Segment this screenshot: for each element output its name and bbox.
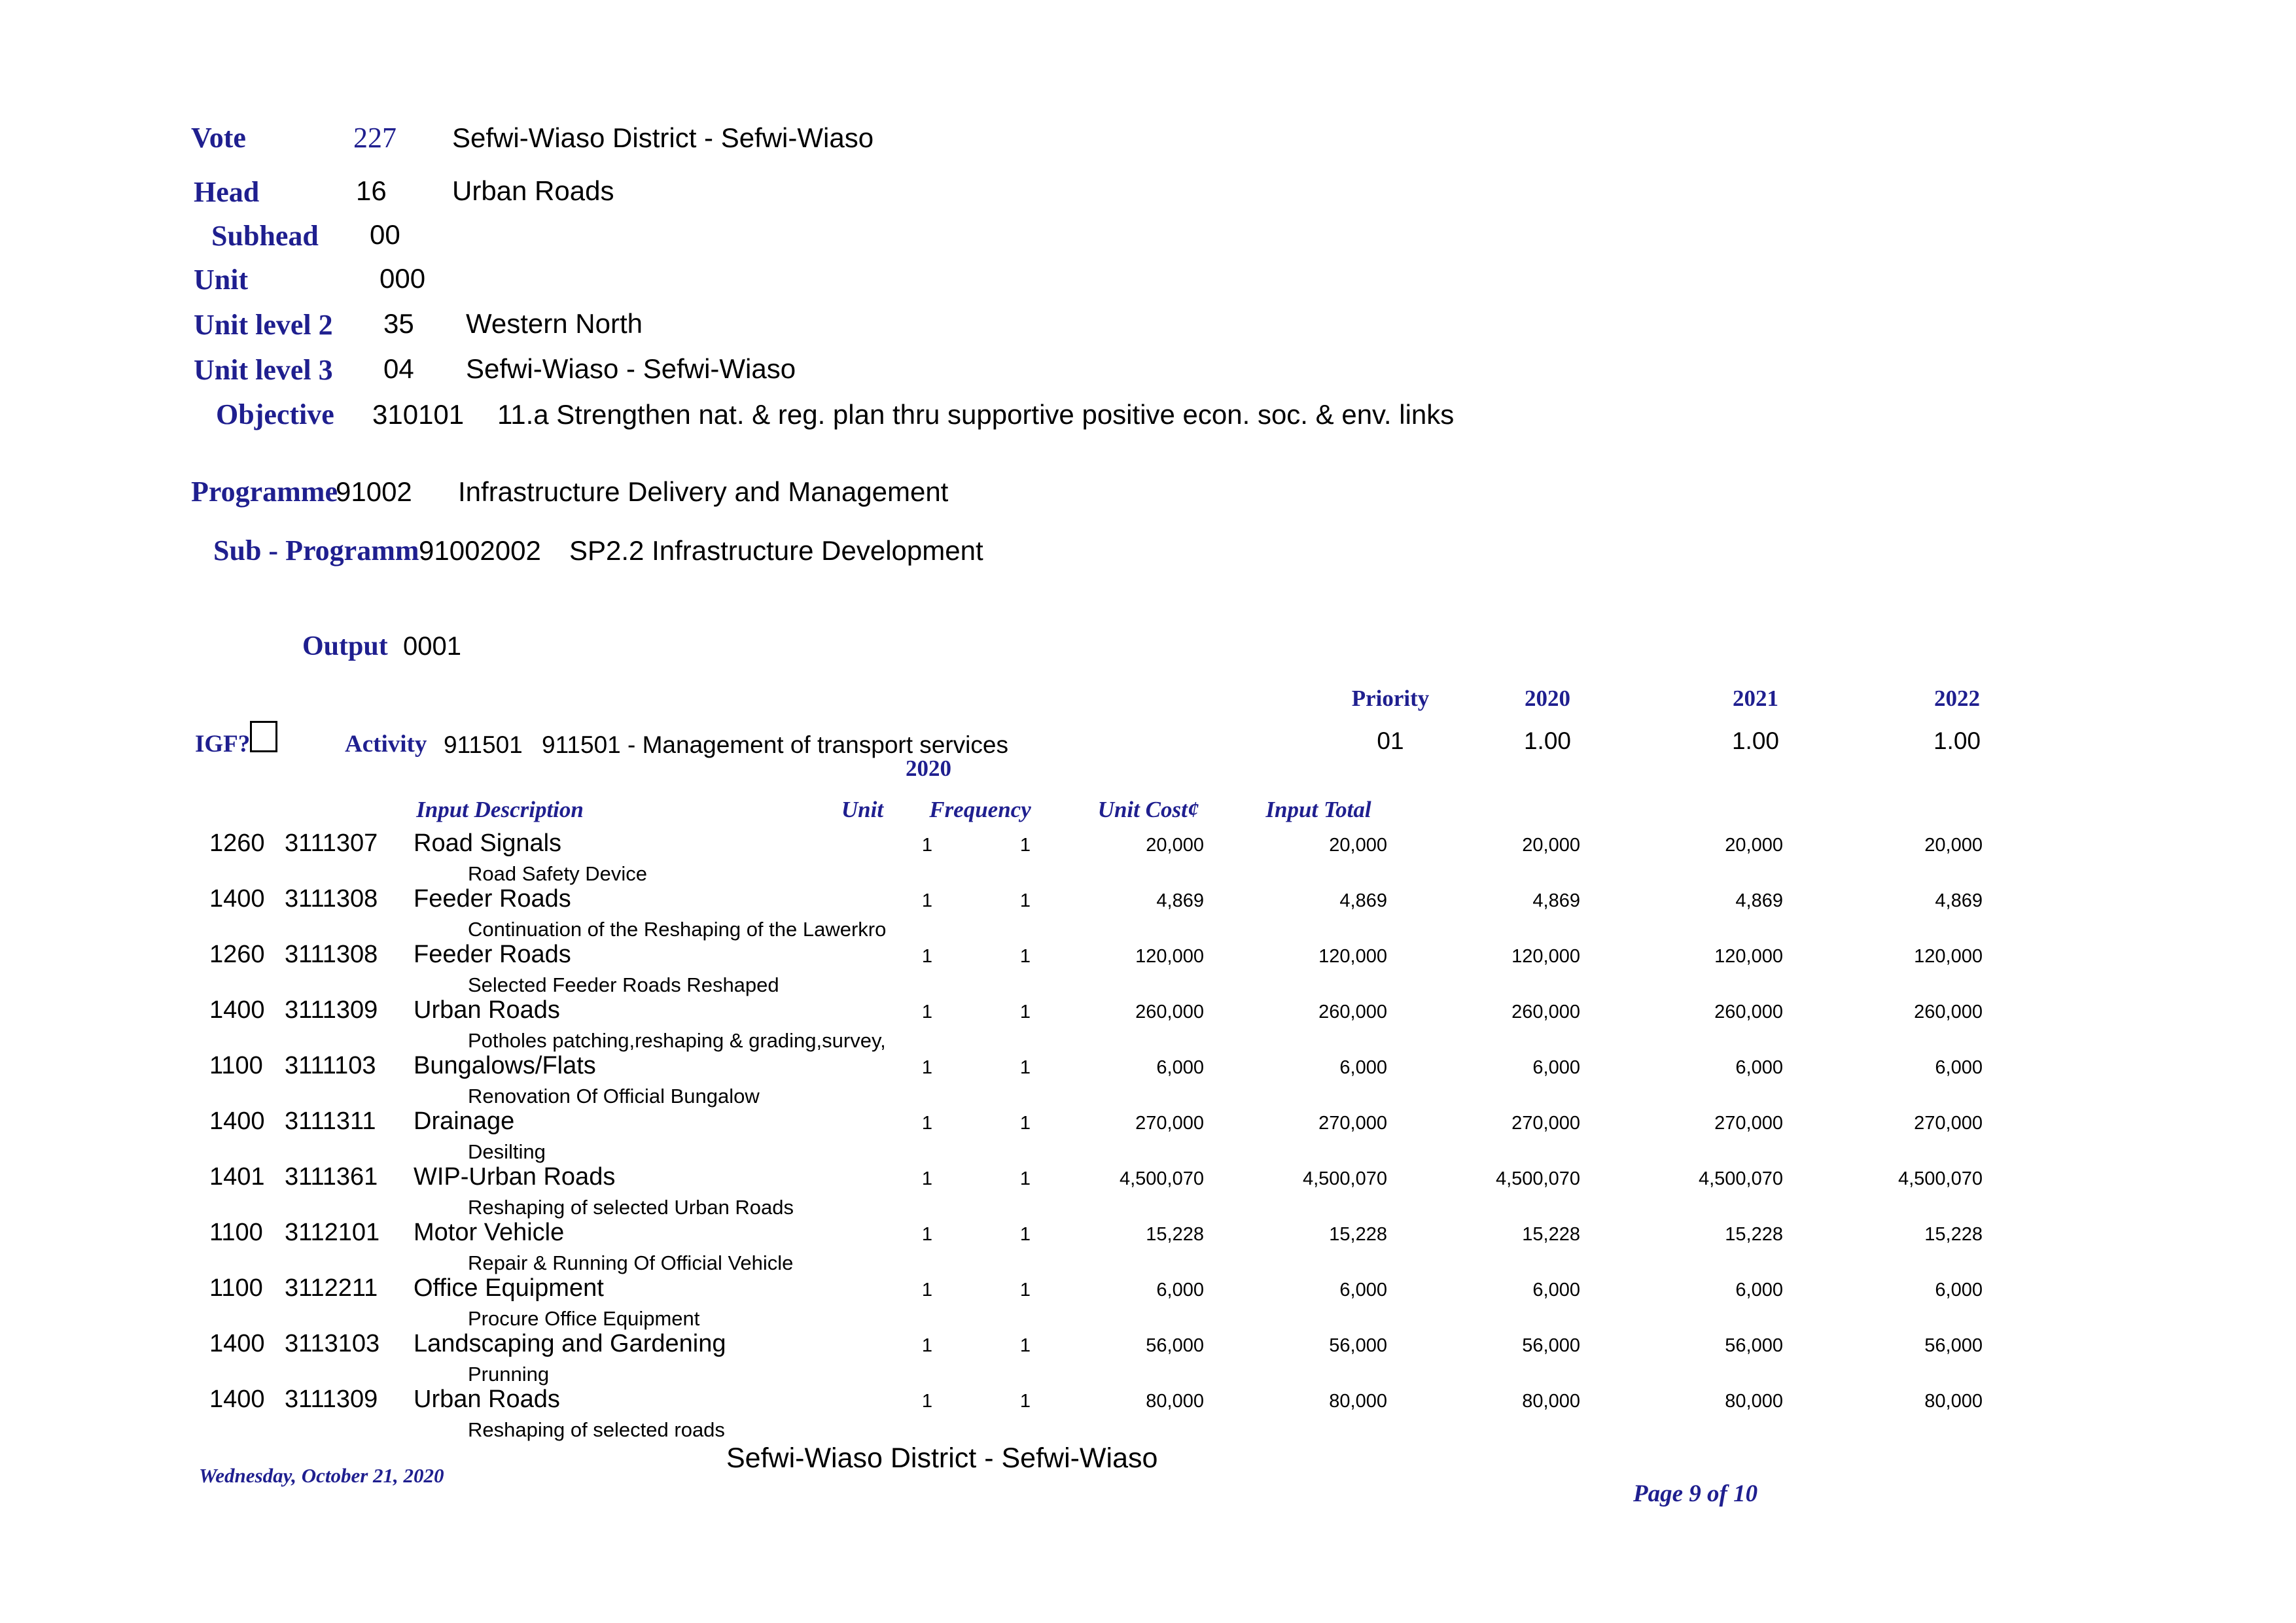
year-2020-weight: 1.00	[1523, 727, 1571, 754]
row-unit-cost: 80,000	[1146, 1391, 1204, 1412]
row-input-total: 6,000	[1339, 1280, 1387, 1300]
priority-column-header: Priority	[1351, 686, 1430, 711]
row-fund-code: 1100	[209, 1052, 263, 1079]
row-note: Procure Office Equipment	[468, 1307, 700, 1330]
detail-year-note: 2020	[906, 756, 951, 781]
head-description: Urban Roads	[452, 175, 614, 206]
row-freq: 1	[1019, 1057, 1031, 1078]
row-y2022: 20,000	[1924, 835, 1983, 856]
row-item-code: 3112101	[285, 1219, 380, 1246]
input-total-column-header: Input Total	[1265, 797, 1371, 822]
igf-checkbox[interactable]	[250, 721, 277, 752]
unit-level-3-label: Unit level 3	[194, 354, 333, 386]
row-freq: 1	[1019, 1224, 1031, 1245]
row-input-total: 56,000	[1329, 1335, 1387, 1356]
year-2021-column-header: 2021	[1733, 686, 1778, 711]
activity-description: 911501 - Management of transport services	[542, 731, 1008, 758]
row-y2022: 80,000	[1924, 1391, 1983, 1412]
row-freq: 1	[1019, 1280, 1031, 1300]
row-y2021: 6,000	[1735, 1280, 1783, 1300]
programme-code: 91002	[336, 476, 412, 507]
row-input-description: Road Signals	[414, 829, 562, 857]
row-fund-code: 1400	[209, 1386, 265, 1413]
year-2022-column-header: 2022	[1934, 686, 1980, 711]
row-unit: 1	[921, 1113, 932, 1134]
row-item-code: 3111309	[285, 996, 378, 1024]
row-fund-code: 1100	[209, 1274, 263, 1302]
row-fund-code: 1260	[209, 941, 265, 968]
row-y2021: 15,228	[1725, 1224, 1783, 1245]
subhead-label: Subhead	[211, 220, 319, 252]
row-unit: 1	[921, 1002, 932, 1022]
row-note: Repair & Running Of Official Vehicle	[468, 1251, 794, 1274]
row-note: Road Safety Device	[468, 862, 647, 885]
row-y2021: 4,869	[1735, 890, 1783, 911]
unit-level-2-description: Western North	[466, 308, 643, 339]
row-y2020: 6,000	[1532, 1057, 1580, 1078]
row-y2020: 260,000	[1511, 1002, 1580, 1022]
row-unit-cost: 6,000	[1156, 1057, 1204, 1078]
activity-code: 911501	[444, 731, 523, 758]
row-unit-cost: 4,500,070	[1119, 1168, 1204, 1189]
row-input-description: Feeder Roads	[414, 885, 571, 913]
row-freq: 1	[1019, 890, 1031, 911]
row-input-total: 4,500,070	[1302, 1168, 1387, 1189]
row-fund-code: 1260	[209, 829, 265, 857]
row-input-description: Bungalows/Flats	[414, 1052, 596, 1079]
row-y2021: 20,000	[1725, 835, 1783, 856]
row-fund-code: 1100	[209, 1219, 263, 1246]
row-y2022: 120,000	[1914, 946, 1983, 967]
row-unit: 1	[921, 1057, 932, 1078]
row-y2021: 56,000	[1725, 1335, 1783, 1356]
row-input-description: Landscaping and Gardening	[414, 1330, 726, 1357]
row-input-total: 4,869	[1339, 890, 1387, 911]
row-unit: 1	[921, 1280, 932, 1300]
year-2020-column-header: 2020	[1525, 686, 1570, 711]
row-input-description: Feeder Roads	[414, 941, 571, 968]
priority-value: 01	[1377, 727, 1404, 754]
row-unit-cost: 260,000	[1135, 1002, 1204, 1022]
row-note: Potholes patching,reshaping & grading,survey,	[468, 1029, 886, 1052]
row-freq: 1	[1019, 1391, 1031, 1412]
row-note: Reshaping of selected roads	[468, 1418, 725, 1441]
row-unit: 1	[921, 1168, 932, 1189]
row-y2020: 120,000	[1511, 946, 1580, 967]
row-item-code: 3111308	[285, 941, 378, 968]
row-input-total: 20,000	[1329, 835, 1387, 856]
unit-cost-column-header: Unit Cost¢	[1097, 797, 1199, 822]
output-label: Output	[302, 631, 388, 661]
row-unit-cost: 6,000	[1156, 1280, 1204, 1300]
activity-label: Activity	[345, 731, 427, 758]
unit-level-3-description: Sefwi-Wiaso - Sefwi-Wiaso	[466, 353, 796, 384]
row-fund-code: 1400	[209, 885, 265, 913]
row-freq: 1	[1019, 1113, 1031, 1134]
row-unit: 1	[921, 890, 932, 911]
vote-label: Vote	[191, 122, 246, 154]
row-y2022: 6,000	[1935, 1057, 1983, 1078]
row-input-description: Motor Vehicle	[414, 1219, 565, 1246]
row-y2021: 120,000	[1714, 946, 1783, 967]
row-y2020: 6,000	[1532, 1280, 1580, 1300]
row-unit: 1	[921, 1224, 932, 1245]
subhead-value: 00	[370, 219, 400, 250]
row-item-code: 3111307	[285, 829, 378, 857]
programme-name: Infrastructure Delivery and Management	[458, 476, 949, 507]
row-input-description: Urban Roads	[414, 996, 560, 1024]
head-label: Head	[194, 176, 260, 208]
row-unit-cost: 20,000	[1146, 835, 1204, 856]
row-input-description: Office Equipment	[414, 1274, 604, 1302]
sub-programme-label: Sub - Programm	[213, 534, 419, 567]
programme-label: Programme	[191, 476, 338, 508]
row-item-code: 3111311	[285, 1108, 376, 1135]
row-freq: 1	[1019, 946, 1031, 967]
unit-level-3-value: 04	[383, 353, 414, 384]
output-code: 0001	[403, 632, 461, 661]
row-input-total: 80,000	[1329, 1391, 1387, 1412]
row-y2020: 4,500,070	[1495, 1168, 1580, 1189]
sub-programme-name: SP2.2 Infrastructure Development	[569, 535, 983, 566]
row-y2020: 4,869	[1532, 890, 1580, 911]
footer-page-number: Page 9 of 10	[1633, 1480, 1758, 1507]
row-input-description: WIP-Urban Roads	[414, 1163, 616, 1191]
row-input-total: 6,000	[1339, 1057, 1387, 1078]
footer-date: Wednesday, October 21, 2020	[199, 1464, 444, 1487]
row-y2022: 15,228	[1924, 1224, 1983, 1245]
row-y2021: 270,000	[1714, 1113, 1783, 1134]
row-unit-cost: 4,869	[1156, 890, 1204, 911]
row-freq: 1	[1019, 835, 1031, 856]
unit-value: 000	[380, 263, 426, 294]
row-unit-cost: 270,000	[1135, 1113, 1204, 1134]
row-unit-cost: 56,000	[1146, 1335, 1204, 1356]
head-value: 16	[356, 175, 387, 206]
row-input-total: 270,000	[1318, 1113, 1387, 1134]
row-y2021: 6,000	[1735, 1057, 1783, 1078]
row-y2020: 80,000	[1522, 1391, 1580, 1412]
row-y2021: 260,000	[1714, 1002, 1783, 1022]
row-y2020: 270,000	[1511, 1113, 1580, 1134]
footer-district-title: Sefwi-Wiaso District - Sefwi-Wiaso	[726, 1442, 1158, 1474]
row-y2020: 56,000	[1522, 1335, 1580, 1356]
row-freq: 1	[1019, 1168, 1031, 1189]
row-note: Selected Feeder Roads Reshaped	[468, 973, 779, 996]
row-freq: 1	[1019, 1002, 1031, 1022]
input-description-column-header: Input Description	[416, 797, 584, 822]
igf-label: IGF?	[195, 731, 251, 758]
row-input-description: Drainage	[414, 1108, 515, 1135]
row-item-code: 3112211	[285, 1274, 378, 1302]
row-y2020: 20,000	[1522, 835, 1580, 856]
row-item-code: 3113103	[285, 1330, 380, 1357]
row-note: Continuation of the Reshaping of the Lawerkro	[468, 918, 887, 941]
row-y2022: 4,500,070	[1898, 1168, 1983, 1189]
row-y2022: 6,000	[1935, 1280, 1983, 1300]
row-unit: 1	[921, 1335, 932, 1356]
row-unit: 1	[921, 1391, 932, 1412]
row-input-total: 15,228	[1329, 1224, 1387, 1245]
row-input-description: Urban Roads	[414, 1386, 560, 1413]
row-y2021: 80,000	[1725, 1391, 1783, 1412]
unit-level-2-label: Unit level 2	[194, 309, 333, 341]
frequency-column-header: Frequency	[929, 797, 1031, 822]
row-input-total: 260,000	[1318, 1002, 1387, 1022]
row-note: Prunning	[468, 1363, 550, 1386]
unit-level-2-value: 35	[383, 308, 414, 339]
row-y2021: 4,500,070	[1698, 1168, 1783, 1189]
row-y2020: 15,228	[1522, 1224, 1580, 1245]
row-item-code: 3111308	[285, 885, 378, 913]
row-item-code: 3111309	[285, 1386, 378, 1413]
unit-label: Unit	[194, 264, 249, 296]
row-fund-code: 1401	[209, 1163, 265, 1191]
objective-description: 11.a Strengthen nat. & reg. plan thru supportive positive econ. soc. & env. links	[497, 399, 1455, 430]
row-item-code: 3111361	[285, 1163, 378, 1191]
year-2021-weight: 1.00	[1731, 727, 1779, 754]
row-y2022: 270,000	[1914, 1113, 1983, 1134]
year-2022-weight: 1.00	[1933, 727, 1981, 754]
objective-value: 310101	[372, 399, 465, 430]
row-y2022: 260,000	[1914, 1002, 1983, 1022]
row-fund-code: 1400	[209, 996, 265, 1024]
unit-column-header: Unit	[841, 797, 884, 822]
row-y2022: 4,869	[1935, 890, 1983, 911]
vote-description: Sefwi-Wiaso District - Sefwi-Wiaso	[452, 122, 874, 153]
row-freq: 1	[1019, 1335, 1031, 1356]
row-y2022: 56,000	[1924, 1335, 1983, 1356]
row-item-code: 3111103	[285, 1052, 376, 1079]
row-note: Desilting	[468, 1140, 546, 1163]
row-input-total: 120,000	[1318, 946, 1387, 967]
row-unit: 1	[921, 835, 932, 856]
row-fund-code: 1400	[209, 1108, 265, 1135]
row-fund-code: 1400	[209, 1330, 265, 1357]
vote-value: 227	[353, 122, 397, 154]
objective-label: Objective	[216, 398, 334, 430]
row-note: Renovation Of Official Bungalow	[468, 1085, 760, 1108]
row-unit-cost: 15,228	[1146, 1224, 1204, 1245]
sub-programme-code: 91002002	[419, 535, 541, 566]
row-unit-cost: 120,000	[1135, 946, 1204, 967]
row-unit: 1	[921, 946, 932, 967]
row-note: Reshaping of selected Urban Roads	[468, 1196, 794, 1219]
